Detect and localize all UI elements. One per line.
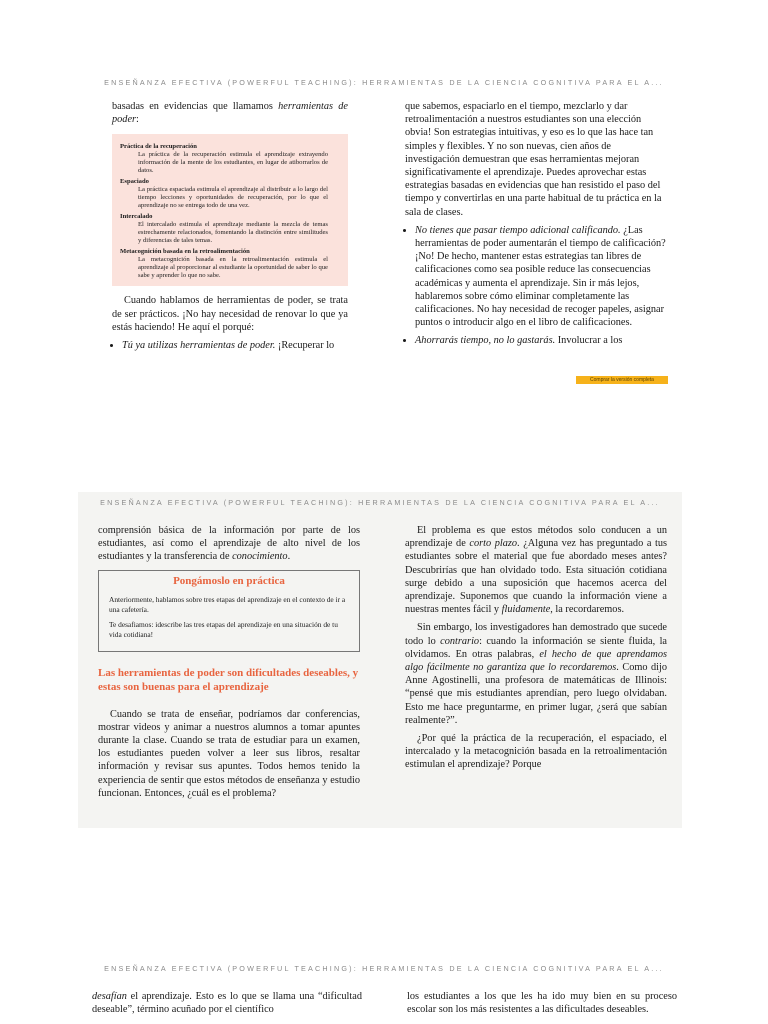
running-head: ENSEÑANZA EFECTIVA (POWERFUL TEACHING): HERRAMIENTAS DE LA CIENCIA COGNITIVA PARA EL A... bbox=[104, 78, 664, 87]
box-definition: La práctica de la recuperación estimula el aprendizaje extrayendo información de la mente de los estudiantes, en lugar de atiborrarlos de datos. bbox=[138, 151, 328, 175]
page1-right-paragraph: que sabemos, espaciarlo en el tiempo, mezclarlo y dar retroalimentación a nuestros estudiantes son una elección obvia! Son estrategias intuitivas, y eso es lo que las hace tan simples y flexibles. Y no son nuevas, cien años de investigación demuestran que esas herramientas mejoran significativamente el aprendizaje. Puedes aprovechar estas estrategias basadas en evidencias que han resistido el paso del tiempo y convertirlas en una parte habitual de tu práctica en la sala de clases. bbox=[405, 101, 662, 218]
box-term: Espaciado bbox=[120, 178, 149, 186]
box-definition: La práctica espaciada estimula el aprendizaje al distribuir a lo largo del tiempo lecciones y oportunidades de recuperación, por lo que el aprendizaje no se entrega todo de una vez. bbox=[138, 186, 328, 210]
running-head: ENSEÑANZA EFECTIVA (POWERFUL TEACHING): HERRAMIENTAS DE LA CIENCIA COGNITIVA PARA EL A... bbox=[104, 964, 664, 973]
box-term: Metacognición basada en la retroalimentación bbox=[120, 248, 250, 256]
box-term: Práctica de la recuperación bbox=[120, 143, 197, 151]
page1-left-column bbox=[112, 100, 348, 357]
page1-left-intro: basadas en evidencias que llamamos herramientas de poder: bbox=[112, 101, 348, 126]
practice-text: Anteriormente, hablamos sobre tres etapas del aprendizaje en el contexto de ir a una cafetería. bbox=[109, 594, 346, 614]
page-2 bbox=[78, 492, 682, 828]
page2-left-paragraph: Cuando se trata de enseñar, podríamos dar conferencias, mostrar videos y animar a nuestros alumnos a tomar apuntes durante la clase. Cuando se trata de estudiar para un examen, los estudiantes pueden volver a leer sus libros, resaltar información y revisar sus apuntes. Todos hemos tenido la experiencia de sentir que estos métodos de enseñanza y estudio funcionan. Entonces, ¿cuál es el problema? bbox=[98, 708, 360, 799]
power-tools-box bbox=[112, 134, 348, 286]
practice-box bbox=[98, 570, 360, 652]
section-heading: Las herramientas de poder son dificultades deseables, y estas son buenas para el aprendizaje bbox=[98, 666, 359, 693]
box-definition: El intercalado estimula el aprendizaje mediante la mezcla de temas estrechamente relacionados, fomentando la distinción entre similitudes y diferencias de tales temas. bbox=[138, 221, 328, 245]
page3-left-paragraph: desafían el aprendizaje. Esto es lo que se llama una “dificultad deseable”, término acuñado por el científico bbox=[92, 991, 362, 1016]
page1-left-list bbox=[112, 339, 348, 352]
page3-right-paragraph: los estudiantes a los que les ha ido muy bien en su proceso escolar son los más resistentes a las dificultades deseables. bbox=[407, 991, 677, 1016]
page-1 bbox=[0, 70, 768, 388]
page1-right-list bbox=[405, 224, 667, 348]
page2-right-column bbox=[405, 524, 667, 777]
page2-right-paragraph: ¿Por qué la práctica de la recuperación, el espaciado, el intercalado y la metacognición basada en la retroalimentación estimulan el aprendizaje? Porque bbox=[405, 733, 667, 771]
page3-left-column bbox=[92, 990, 362, 1021]
running-head: ENSEÑANZA EFECTIVA (POWERFUL TEACHING): HERRAMIENTAS DE LA CIENCIA COGNITIVA PARA EL A... bbox=[100, 498, 660, 507]
box-definition: La metacognición basada en la retroalimentación estimula el aprendizaje al proporcionar al estudiante la oportunidad de saber lo que sabe y aprender lo que no sabe. bbox=[138, 256, 328, 280]
practice-title: Pongámoslo en práctica bbox=[173, 574, 285, 587]
page3-right-column bbox=[407, 990, 677, 1021]
page2-left-intro: comprensión básica de la información por parte de los estudiantes, así como el aprendizaje de alto nivel de los estudiantes y la transferencia de conocimiento. bbox=[98, 525, 360, 563]
list-item: • No tienes que pasar tiempo adicional calificando. ¿Las herramientas de poder aumentarán el tiempo de calificación? ¡No! De hecho, mantener estas estrategias tan libres de calificaciones como sea posible reduce las consecuencias académicas y aumenta el aprendizaje. Sin ir más lejos, hablaremos sobre cómo eliminar completamente las calificaciones. No hay necesidad de recoger papeles, asignar puntos o introducir algo en el libro de calificaciones. bbox=[415, 224, 667, 330]
page-3 bbox=[0, 956, 768, 1024]
page2-left-column bbox=[98, 524, 360, 805]
list-item: • Tú ya utilizas herramientas de poder. ¡Recuperar lo bbox=[122, 339, 348, 352]
box-term: Intercalado bbox=[120, 213, 153, 221]
page1-right-column bbox=[405, 100, 667, 353]
page1-left-paragraph: Cuando hablamos de herramientas de poder, se trata de ser prácticos. ¡No hay necesidad de renovar lo que ya estás haciendo! He aquí el porqué: bbox=[112, 295, 348, 333]
page2-right-paragraph: El problema es que estos métodos solo conducen a un aprendizaje de corto plazo. ¿Alguna vez has preguntado a tus estudiantes sobre el material que fue abordado meses antes? Descubrirías que han olvidado todo. Esta situación cotidiana surge debido a una suposición que hacemos acerca del aprendizaje. Suponemos que cuando la información viene a nuestras mentes fácil y fluidamente, la recordaremos. bbox=[405, 525, 668, 616]
buy-full-version-button[interactable]: Comprar la versión completa bbox=[576, 376, 668, 384]
practice-text: Te desafiamos: idescribe las tres etapas del aprendizaje en una situación de tu vida cotidiana! bbox=[109, 619, 338, 639]
page2-right-paragraph: Sin embargo, los investigadores han demostrado que sucede todo lo contrario: cuando la información se siente fluida, la olvidamos. En otras palabras, el hecho de que aprendamos algo fácilmente no garantiza que lo recordaremos. Como dijo Anne Agostinelli, una profesora de matemáticas de Illinois: “pensé que mis estudiantes aprendían, pero luego olvidaban. Esto me hace preguntarme, en primer lugar, ¿será que sabían realmente?”. bbox=[405, 622, 667, 726]
list-item: • Ahorrarás tiempo, no lo gastarás. Involucrar a los bbox=[415, 334, 667, 347]
